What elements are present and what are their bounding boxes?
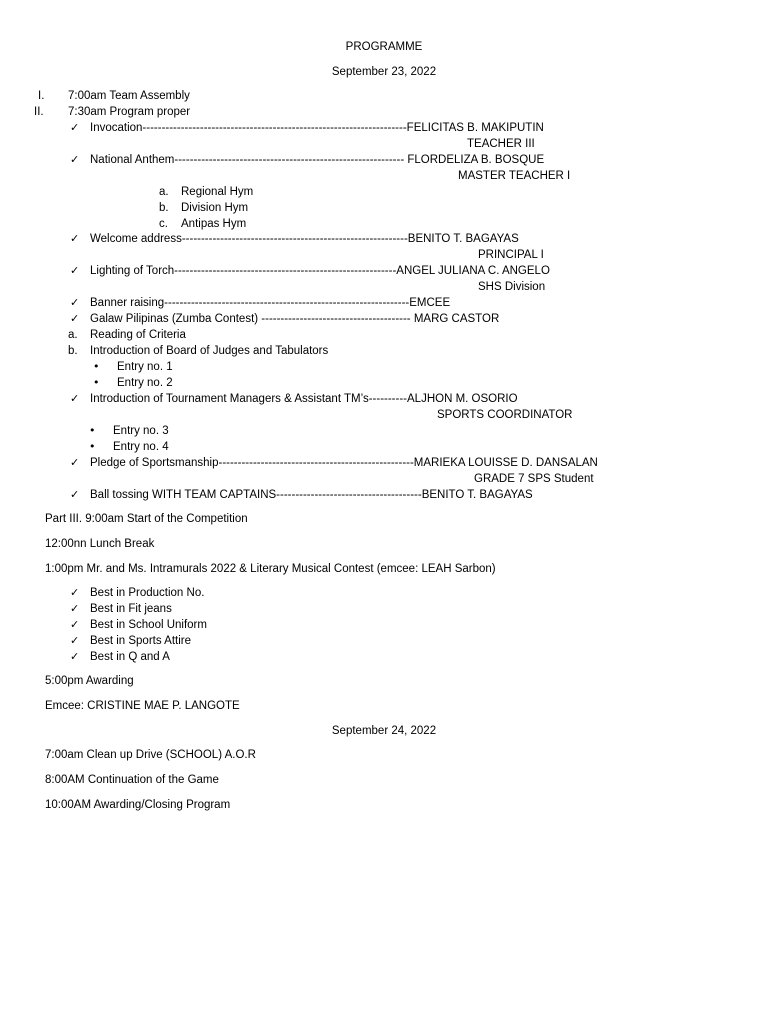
pageant-text: 1:00pm Mr. and Ms. Intramurals 2022 & Literary Musical Contest (emcee: LEAH Sarbon) [45, 563, 496, 575]
award-item: Best in Fit jeans [90, 603, 172, 615]
day2-item: 10:00AM Awarding/Closing Program [45, 799, 231, 811]
part-1-text: 7:00am Team Assembly [68, 90, 190, 102]
galaw-line: Galaw Pilipinas (Zumba Contest) --------------------------------------- MARG CASTOR [90, 313, 500, 325]
bullet-icon: • [93, 376, 100, 389]
part-3-text: Part III. 9:00am Start of the Competition [45, 513, 248, 525]
check-icon: ✓ [70, 650, 80, 663]
award-item: Best in School Uniform [90, 619, 207, 631]
entry-item: Entry no. 2 [117, 377, 173, 389]
hymn-letter: a. [159, 186, 169, 198]
entry-item: Entry no. 1 [117, 361, 173, 373]
date-heading-2: September 24, 2022 [331, 725, 437, 737]
check-icon: ✓ [70, 488, 80, 501]
torch-line: Lighting of Torch----------------------------------------------------------ANGEL JULIANA C. ANGELO [90, 265, 550, 277]
tm-title: SPORTS COORDINATOR [437, 409, 573, 421]
check-icon: ✓ [70, 232, 80, 245]
award-item: Best in Q and A [90, 651, 170, 663]
check-icon: ✓ [70, 618, 80, 631]
page-title: PROGRAMME [345, 41, 423, 53]
judges-letter: b. [68, 345, 78, 357]
bullet-icon: • [89, 424, 96, 437]
check-icon: ✓ [70, 602, 80, 615]
pledge-title: GRADE 7 SPS Student [474, 473, 594, 485]
check-icon: ✓ [70, 586, 80, 599]
torch-title: SHS Division [478, 281, 546, 293]
bullet-icon: • [89, 440, 96, 453]
award-item: Best in Sports Attire [90, 635, 191, 647]
invocation-title: TEACHER III [467, 138, 535, 150]
welcome-title: PRINCIPAL I [478, 249, 544, 261]
check-icon: ✓ [70, 456, 80, 469]
hymn-letter: c. [159, 218, 168, 230]
banner-line: Banner raising----------------------------------------------------------------EMCEE [90, 297, 451, 309]
day2-item: 8:00AM Continuation of the Game [45, 774, 219, 786]
hymn-item: Regional Hym [181, 186, 254, 198]
check-icon: ✓ [70, 153, 80, 166]
anthem-title: MASTER TEACHER I [458, 170, 571, 182]
hymn-item: Division Hym [181, 202, 249, 214]
judges-text: Introduction of Board of Judges and Tabulators [90, 345, 329, 357]
bullet-icon: • [93, 360, 100, 373]
check-icon: ✓ [70, 264, 80, 277]
check-icon: ✓ [70, 296, 80, 309]
criteria-letter: a. [68, 329, 78, 341]
ball-line: Ball tossing WITH TEAM CAPTAINS--------------------------------------BENITO T. BAGAYAS [90, 489, 533, 501]
day2-item: 7:00am Clean up Drive (SCHOOL) A.O.R [45, 749, 256, 761]
pledge-line: Pledge of Sportsmanship---------------------------------------------------MARIEKA LOUISSE D. DANSALAN [90, 457, 598, 469]
hymn-letter: b. [159, 202, 169, 214]
hymn-item: Antipas Hym [181, 218, 247, 230]
awarding-text: 5:00pm Awarding [45, 675, 134, 687]
check-icon: ✓ [70, 392, 80, 405]
criteria-text: Reading of Criteria [90, 329, 186, 341]
check-icon: ✓ [70, 312, 80, 325]
tm-line: Introduction of Tournament Managers & Assistant TM’s----------ALJHON M. OSORIO [90, 393, 518, 405]
anthem-line: National Anthem------------------------------------------------------------ FLORDELIZA B. BOSQUE [90, 154, 545, 166]
welcome-line: Welcome address-----------------------------------------------------------BENITO T. BAGAYAS [90, 233, 519, 245]
entry-item: Entry no. 4 [113, 441, 169, 453]
date-heading-1: September 23, 2022 [331, 66, 437, 78]
part-1-number: I. [38, 90, 45, 102]
emcee-text: Emcee: CRISTINE MAE P. LANGOTE [45, 700, 240, 712]
check-icon: ✓ [70, 634, 80, 647]
invocation-line: Invocation---------------------------------------------------------------------FELICITAS B. MAKIPUTIN [90, 122, 544, 134]
part-2-number: II. [34, 106, 44, 118]
entry-item: Entry no. 3 [113, 425, 169, 437]
award-item: Best in Production No. [90, 587, 205, 599]
lunch-text: 12:00nn Lunch Break [45, 538, 155, 550]
check-icon: ✓ [70, 121, 80, 134]
part-2-text: 7:30am Program proper [68, 106, 191, 118]
